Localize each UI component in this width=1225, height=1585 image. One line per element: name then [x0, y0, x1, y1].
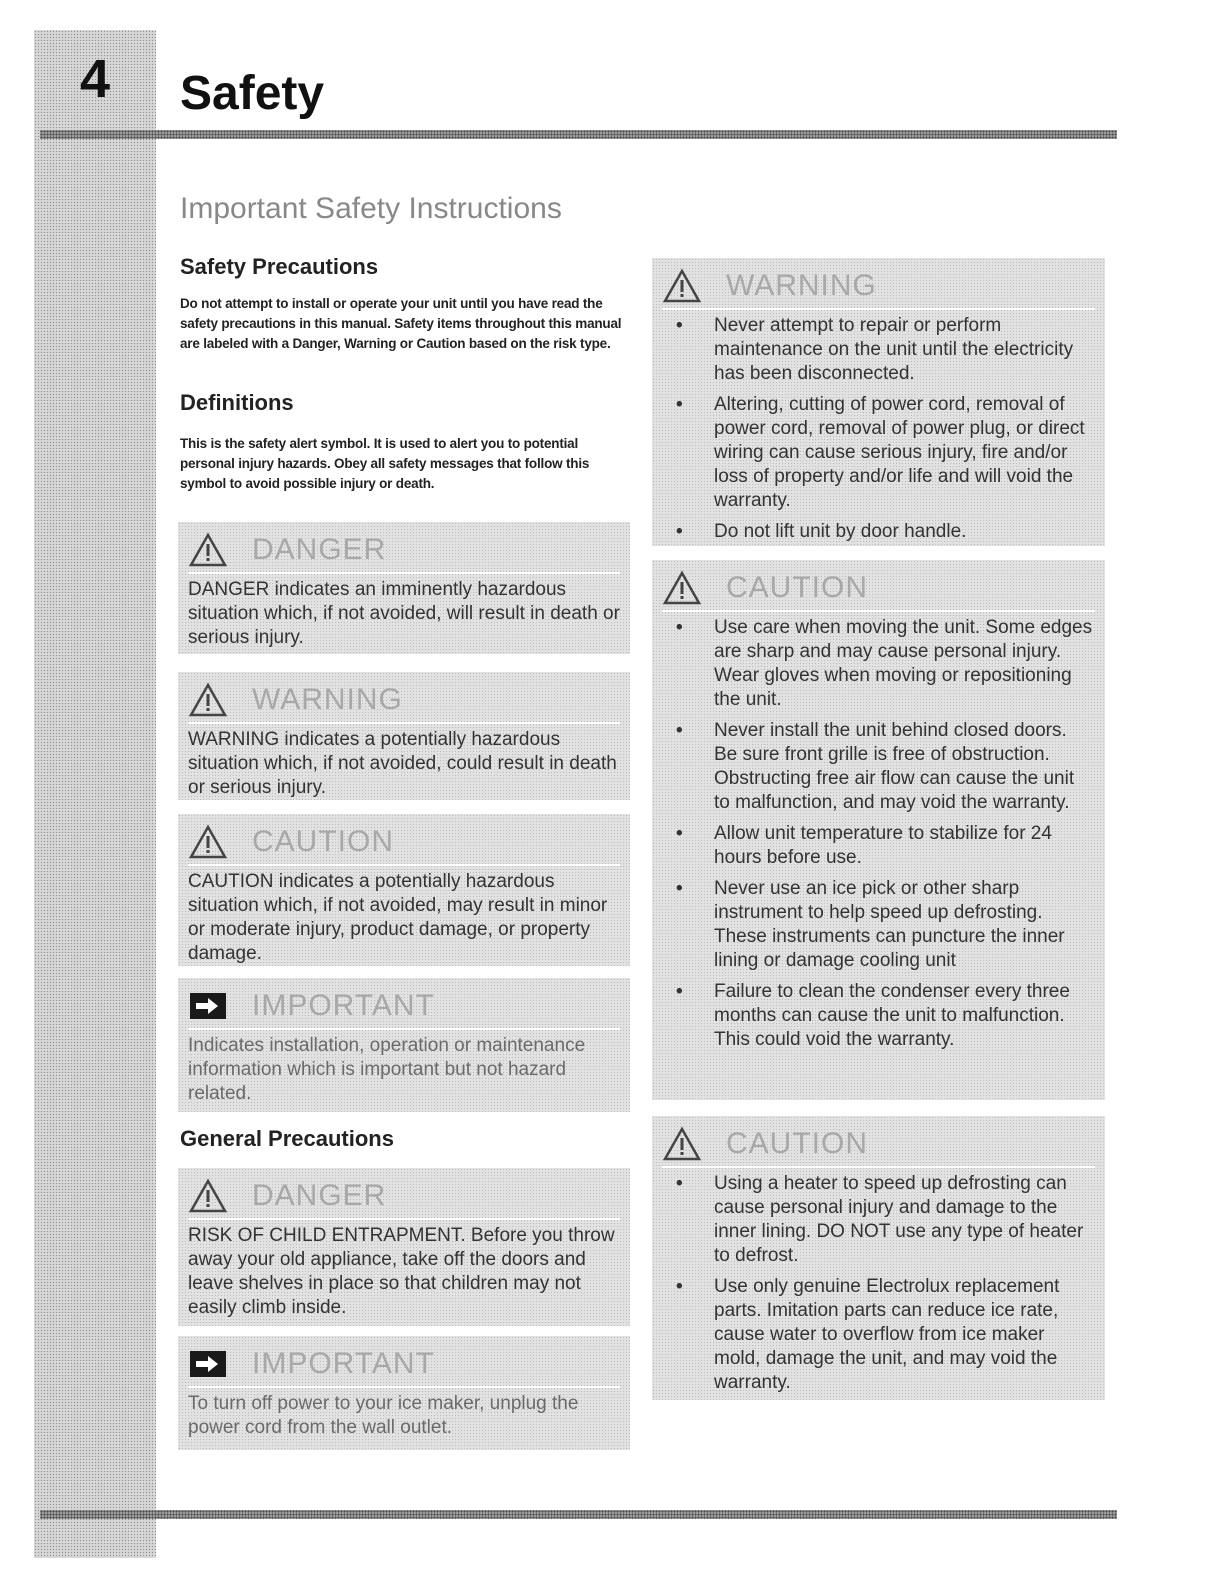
header-rule	[40, 130, 1117, 139]
box-header	[188, 528, 620, 574]
box-text: DANGER indicates an imminently hazardous situation which, if not avoided, will result in death or serious injury.	[188, 579, 620, 648]
caution-heater-box	[652, 1116, 1105, 1400]
box-header	[662, 1122, 1095, 1168]
list-item-text: Never attempt to repair or perform maintenance on the unit until the electricity has been disconnected.	[714, 315, 1074, 384]
box-label: DANGER	[252, 1179, 387, 1212]
box-header	[662, 566, 1095, 612]
list-item	[662, 822, 1095, 870]
list-item-text: Altering, cutting of power cord, removal of power cord, removal of power plug, or direct wiring can cause serious injury, fire and/or loss of property and/or life and will void the warranty.	[714, 394, 1085, 511]
list-item-text: Allow unit temperature to stabilize for 24 hours before use.	[714, 823, 1052, 868]
footer-rule	[40, 1510, 1117, 1519]
list-item	[662, 980, 1095, 1052]
alert-triangle-icon	[662, 268, 702, 304]
chapter-sidebar	[34, 30, 156, 1558]
box-header	[188, 678, 620, 724]
bullet: •	[676, 1173, 683, 1194]
box-label: CAUTION	[252, 825, 394, 858]
box-header	[188, 820, 620, 866]
alert-triangle-icon	[188, 824, 228, 860]
bullet: •	[676, 617, 683, 638]
box-header	[188, 1342, 620, 1388]
list-item	[662, 877, 1095, 973]
warning-repair-box	[652, 258, 1105, 546]
box-header	[662, 264, 1095, 310]
definitions-heading: Definitions	[180, 390, 294, 415]
caution-list	[662, 616, 1095, 1052]
list-item-text: Never install the unit behind closed doors. Be sure front grille is free of obstruction. Obstructing free air flow can cause the unit to malfunction, and may void the warranty.	[714, 720, 1075, 813]
box-header	[188, 1174, 620, 1220]
important-arrow-icon	[188, 1348, 228, 1380]
box-text: RISK OF CHILD ENTRAPMENT. Before you throw away your old appliance, take off the doors and leave shelves in place so that children may not easily climb inside.	[188, 1225, 615, 1318]
bullet: •	[676, 823, 683, 844]
warning-definition-box	[178, 672, 630, 800]
bullet: •	[676, 878, 683, 899]
box-label: CAUTION	[726, 1127, 868, 1160]
bullet: •	[676, 315, 683, 336]
box-header	[188, 984, 620, 1030]
alert-triangle-icon	[662, 570, 702, 606]
list-item-text: Do not lift unit by door handle.	[714, 521, 967, 542]
list-item	[662, 616, 1095, 712]
alert-triangle-icon	[188, 1178, 228, 1214]
important-arrow-icon	[188, 990, 228, 1022]
list-item-text: Use only genuine Electrolux replacement parts. Imitation parts can reduce ice rate, cause water to overflow from ice maker mold, damage the unit, and may void the warranty.	[714, 1276, 1060, 1393]
definitions-text: This is the safety alert symbol. It is used to alert you to potential personal injury hazards. Obey all safety messages that follow this symbol to avoid possible injury or death.	[180, 436, 590, 491]
child-entrapment-danger-box	[178, 1168, 630, 1326]
list-item-text: Using a heater to speed up defrosting can cause personal injury and damage to the inner lining. DO NOT use any type of heater to defrost.	[714, 1173, 1084, 1266]
alert-triangle-icon	[188, 532, 228, 568]
bullet: •	[676, 720, 683, 741]
box-text: To turn off power to your ice maker, unplug the power cord from the wall outlet.	[188, 1393, 579, 1438]
alert-triangle-icon	[188, 682, 228, 718]
list-item	[662, 719, 1095, 815]
box-label: WARNING	[252, 683, 403, 716]
bullet: •	[676, 1276, 683, 1297]
box-label: DANGER	[252, 533, 387, 566]
box-label: IMPORTANT	[252, 1347, 435, 1380]
box-label: CAUTION	[726, 571, 868, 604]
page-title: Safety	[180, 67, 325, 120]
list-item	[662, 520, 1095, 544]
safety-precautions-text: Do not attempt to install or operate your unit until you have read the safety precautions in this manual. Safety items throughout this manual are labeled with a Danger, Warning or Caution based on the risk type.	[180, 296, 622, 351]
warning-list	[662, 314, 1095, 544]
box-text: WARNING indicates a potentially hazardous situation which, if not avoided, could result in death or serious injury.	[188, 729, 617, 798]
list-item-text: Never use an ice pick or other sharp instrument to help speed up defrosting. These instruments can puncture the inner lining or damage cooling unit	[714, 878, 1065, 971]
safety-precautions-heading: Safety Precautions	[180, 254, 379, 279]
box-label: IMPORTANT	[252, 989, 435, 1022]
list-item	[662, 1172, 1095, 1268]
danger-definition-box	[178, 522, 630, 654]
section-title: Important Safety Instructions	[180, 192, 562, 225]
bullet: •	[676, 394, 683, 415]
list-item-text: Use care when moving the unit. Some edges are sharp and may cause personal injury. Wear gloves when moving or repositioning the unit.	[714, 617, 1093, 710]
caution-definition-box	[178, 814, 630, 966]
box-text: CAUTION indicates a potentially hazardous situation which, if not avoided, may result in minor or moderate injury, product damage, or property damage.	[188, 871, 608, 964]
box-text: Indicates installation, operation or maintenance information which is important but not hazard related.	[188, 1035, 586, 1104]
bullet: •	[676, 981, 683, 1002]
box-label: WARNING	[726, 269, 877, 302]
general-precautions-heading: General Precautions	[180, 1126, 394, 1151]
chapter-number: 4	[79, 49, 111, 109]
caution-moving-box	[652, 560, 1105, 1100]
list-item-text: Failure to clean the condenser every three months can cause the unit to malfunction. This could void the warranty.	[714, 981, 1070, 1050]
list-item	[662, 314, 1095, 386]
caution-list	[662, 1172, 1095, 1395]
alert-triangle-icon	[662, 1126, 702, 1162]
important-definition-box	[178, 978, 630, 1112]
list-item	[662, 393, 1095, 513]
list-item	[662, 1275, 1095, 1395]
bullet: •	[676, 521, 683, 542]
ice-maker-power-important-box	[178, 1336, 630, 1450]
